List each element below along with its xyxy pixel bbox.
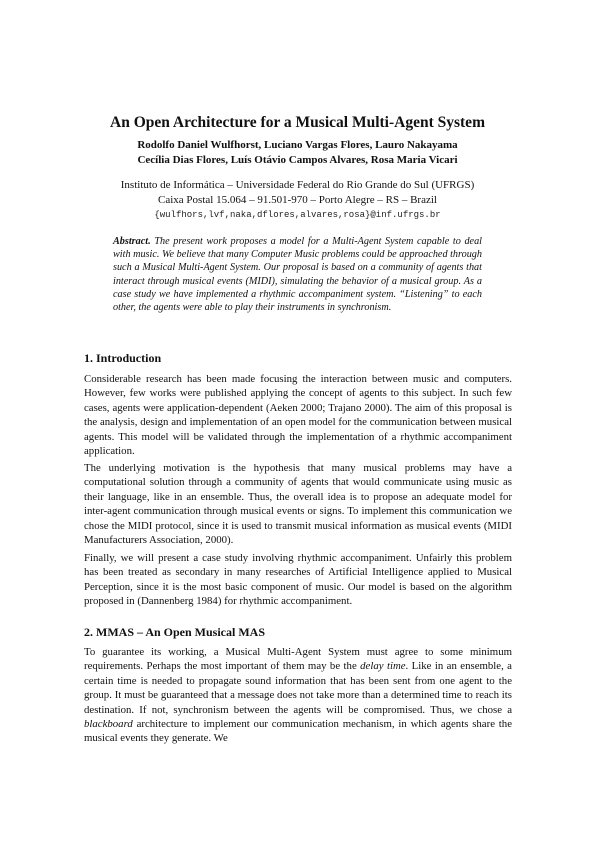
paper-title: An Open Architecture for a Musical Multi-Agent System: [110, 114, 485, 131]
abstract: [113, 235, 482, 314]
emphasis-blackboard: blackboard: [84, 718, 133, 731]
paragraph: Finally, we will present a case study involving rhythmic accompaniment. Unfairly this problem has been treated as secondary in many researches of Artificial Intelligence applied to Musical Perception, since it is the most basic component of music. Our model is based on the algorithm proposed in (Dannenberg 1984) for rhythmic accompaniment.: [84, 552, 512, 608]
paragraph-text: architecture to implement our communication mechanism, in which agents share the musical events they generate. We: [84, 718, 512, 745]
affiliation: [0, 178, 595, 208]
paragraph-text: . Like in an ensemble, a certain time is needed to propagate sound information that has been sent from one agent to the group. It must be guaranteed that a message does not take more than a determined time to reach its destination. If not, synchronism between the agents will be compromised. Thus, we chose a: [84, 660, 512, 716]
author-line: Cecília Dias Flores, Luís Otávio Campos Alvares, Rosa Maria Vicari: [137, 154, 458, 166]
author-emails: {wulfhors,lvf,naka,dflores,alvares,rosa}@inf.ufrgs.br: [154, 210, 441, 220]
paragraph: [84, 645, 512, 746]
affiliation-line: Instituto de Informática – Universidade Federal do Rio Grande do Sul (UFRGS): [120, 179, 475, 191]
paragraph: Considerable research has been made focusing the interaction between music and computers. However, few works were published applying the concept of agents to this subject. In such few cases, agents were application-dependent (Aeken 2000; Trajano 2000). The aim of this proposal is the analysis, design and implementation of an open model for the communication between musical agents. This model will be validated through the implementation of a rhythmic accompaniment application.: [84, 373, 512, 458]
paragraph: The underlying motivation is the hypothesis that many musical problems may have a computational solution through a community of agents that would communicate using music as their language, like in an ensemble. Thus, the overall idea is to propose an adequate model for inter-agent communication through musical events or signs. To implement this communication we chose the MIDI protocol, since it is used to transmit musical information as musical events (MIDI Manufacturers Association, 2000).: [84, 462, 512, 547]
section-heading-mmas: 2. MMAS – An Open Musical MAS: [84, 625, 266, 639]
author-list: [0, 138, 595, 168]
abstract-label: Abstract.: [113, 236, 151, 247]
author-line: Rodolfo Daniel Wulfhorst, Luciano Vargas Flores, Lauro Nakayama: [137, 139, 458, 151]
emphasis-delay-time: delay time: [360, 660, 406, 673]
section-heading-introduction: 1. Introduction: [84, 351, 162, 365]
affiliation-line: Caixa Postal 15.064 – 91.501-970 – Porto Alegre – RS – Brazil: [158, 194, 437, 206]
paragraph-text: To guarantee its working, a Musical Multi-Agent System must agree to some minimum requirements. Perhaps the most important of them may be the: [84, 646, 512, 673]
abstract-text: The present work proposes a model for a Multi-Agent System capable to deal with music. We believe that many Computer Music problems could be approached through such a Musical Multi-Agent System. Our proposal is based on a community of agents that interact through musical events (MIDI), simulating the behavior of a musical group. As a case study we have implemented a rhythmic accompaniment system. “Listening” to each other, the agents were able to play their instruments in synchronism.: [113, 236, 482, 314]
